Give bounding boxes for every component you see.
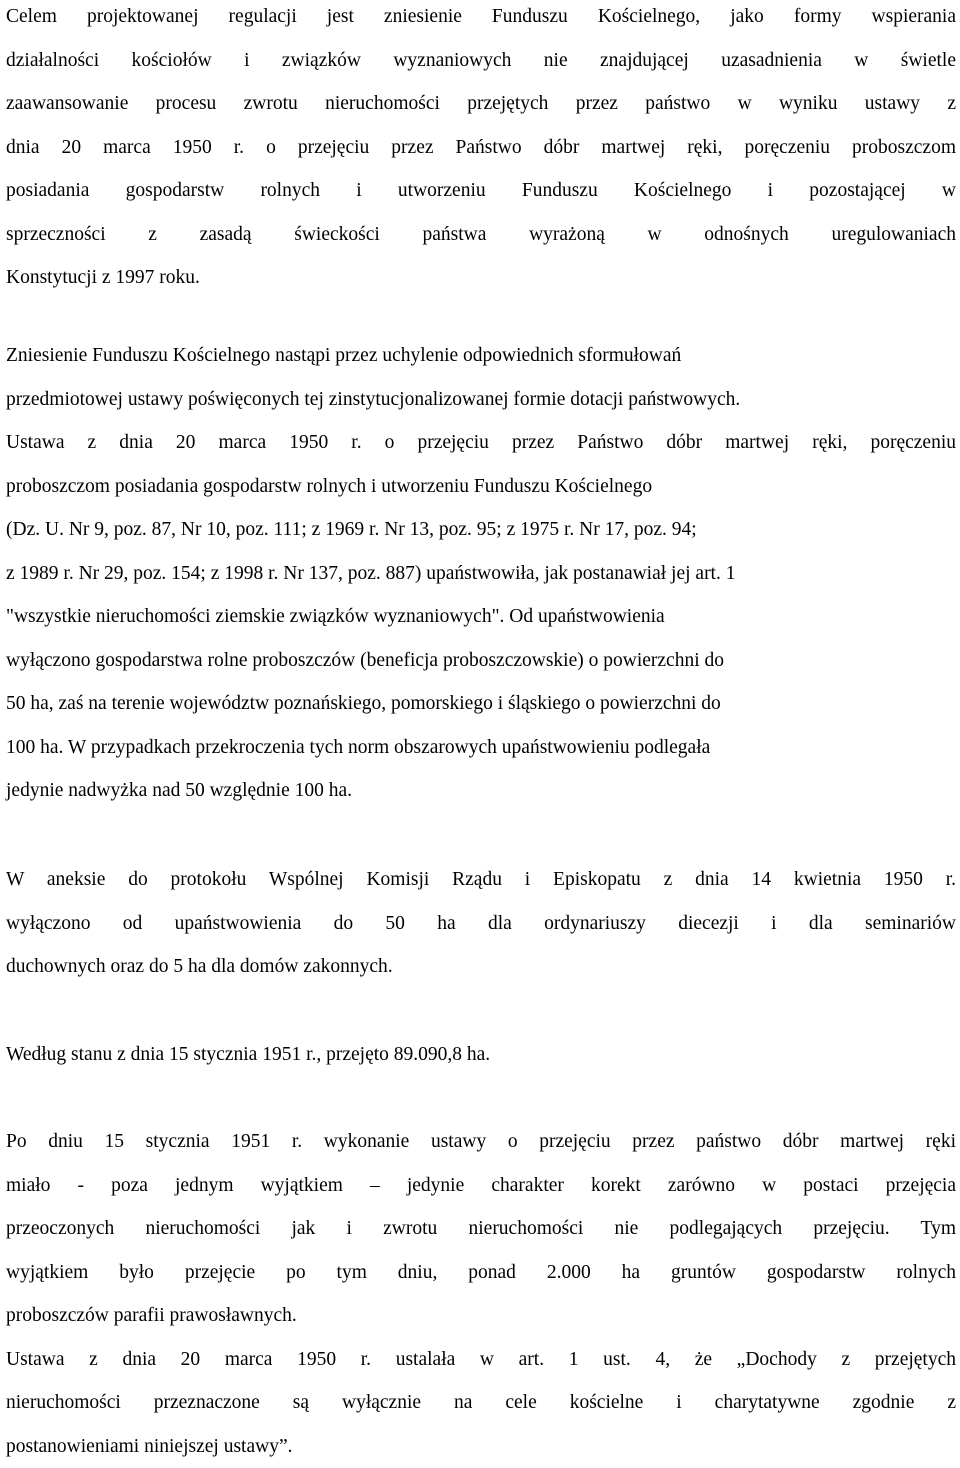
text-line: postanowieniami niniejszej ustawy”.: [6, 1425, 956, 1468]
text-line: Konstytucji z 1997 roku.: [6, 256, 956, 300]
text-line: przeoczonych nieruchomości jak i zwrotu nieruchomości nie podlegających przejęciu. Tym: [6, 1207, 956, 1251]
paragraph-3: [6, 858, 956, 989]
paragraph-1: [6, 0, 956, 300]
text-line: duchownych oraz do 5 ha dla domów zakonnych.: [6, 945, 956, 989]
text-line: (Dz. U. Nr 9, poz. 87, Nr 10, poz. 111; z 1969 r. Nr 13, poz. 95; z 1975 r. Nr 17, poz. 94;: [6, 508, 956, 552]
text-line: 100 ha. W przypadkach przekroczenia tych norm obszarowych upaństwowieniu podlegała: [6, 726, 956, 770]
text-line: nieruchomości przeznaczone są wyłącznie na cele kościelne i charytatywne zgodnie z: [6, 1381, 956, 1425]
paragraph-5: [6, 1120, 956, 1468]
text-line: jedynie nadwyżka nad 50 względnie 100 ha.: [6, 769, 956, 813]
text-line: 50 ha, zaś na terenie województw poznańskiego, pomorskiego i śląskiego o powierzchni do: [6, 682, 956, 726]
text-line: "wszystkie nieruchomości ziemskie związków wyznaniowych". Od upaństwowienia: [6, 595, 956, 639]
text-line: sprzeczności z zasadą świeckości państwa wyrażoną w odnośnych uregulowaniach: [6, 213, 956, 257]
text-line: działalności kościołów i związków wyznaniowych nie znajdującej uzasadnienia w świetle: [6, 39, 956, 83]
paragraph-2: [6, 334, 956, 813]
text-line: wyjątkiem było przejęcie po tym dniu, ponad 2.000 ha gruntów gospodarstw rolnych: [6, 1251, 956, 1295]
text-line: zaawansowanie procesu zwrotu nieruchomości przejętych przez państwo w wyniku ustawy z: [6, 82, 956, 126]
text-line: z 1989 r. Nr 29, poz. 154; z 1998 r. Nr 137, poz. 887) upaństwowiła, jak postanawiał jej art. 1: [6, 552, 956, 596]
text-line: W aneksie do protokołu Wspólnej Komisji Rządu i Episkopatu z dnia 14 kwietnia 1950 r.: [6, 858, 956, 902]
text-line: Po dniu 15 stycznia 1951 r. wykonanie ustawy o przejęciu przez państwo dóbr martwej ręki: [6, 1120, 956, 1164]
text-line: posiadania gospodarstw rolnych i utworzeniu Funduszu Kościelnego i pozostającej w: [6, 169, 956, 213]
text-line: wyłączono od upaństwowienia do 50 ha dla ordynariuszy diecezji i dla seminariów: [6, 902, 956, 946]
text-line: Celem projektowanej regulacji jest zniesienie Funduszu Kościelnego, jako formy wspierania: [6, 0, 956, 39]
paragraph-4: [6, 1033, 956, 1077]
text-line: miało - poza jednym wyjątkiem – jedynie charakter korekt zarówno w postaci przejęcia: [6, 1164, 956, 1208]
text-line: dnia 20 marca 1950 r. o przejęciu przez Państwo dóbr martwej ręki, poręczeniu proboszczom: [6, 126, 956, 170]
text-line: przedmiotowej ustawy poświęconych tej zinstytucjonalizowanej formie dotacji państwowych.: [6, 378, 956, 422]
text-line: Ustawa z dnia 20 marca 1950 r. o przejęciu przez Państwo dóbr martwej ręki, poręczeniu: [6, 421, 956, 465]
text-line: wyłączono gospodarstwa rolne proboszczów (beneficja proboszczowskie) o powierzchni do: [6, 639, 956, 683]
text-line: proboszczom posiadania gospodarstw rolnych i utworzeniu Funduszu Kościelnego: [6, 465, 956, 509]
text-line: Według stanu z dnia 15 stycznia 1951 r., przejęto 89.090,8 ha.: [6, 1033, 956, 1077]
text-line: Zniesienie Funduszu Kościelnego nastąpi przez uchylenie odpowiednich sformułowań: [6, 334, 956, 378]
text-line: proboszczów parafii prawosławnych.: [6, 1294, 956, 1338]
text-line: Ustawa z dnia 20 marca 1950 r. ustalała w art. 1 ust. 4, że „Dochody z przejętych: [6, 1338, 956, 1382]
